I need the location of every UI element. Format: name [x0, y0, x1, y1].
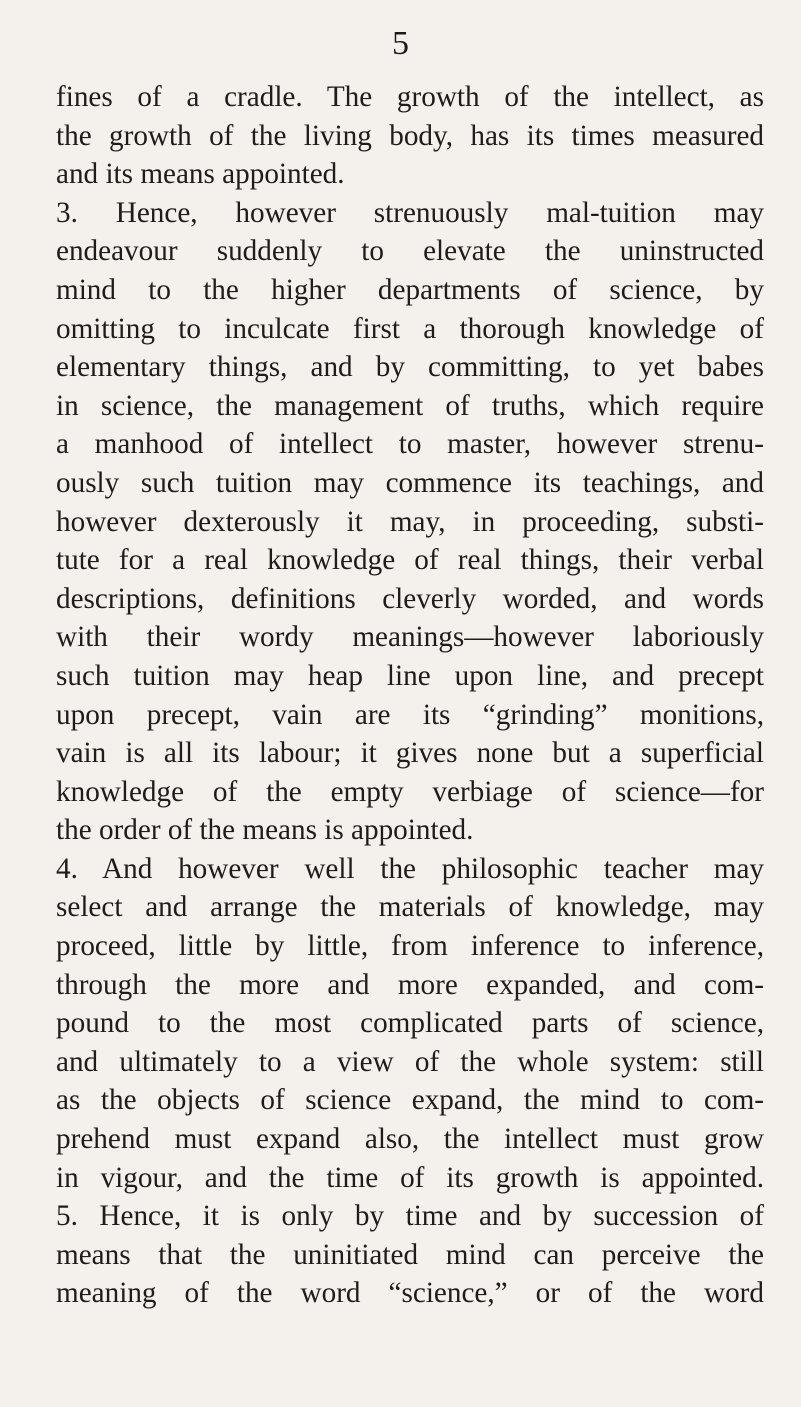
text-line: through the more and more expanded, and com-: [56, 968, 764, 1001]
text-line: with their wordy meanings—however laboriously: [56, 621, 764, 654]
text-line: fines of a cradle. The growth of the intellect, as: [56, 81, 764, 113]
text-line: endeavour suddenly to elevate the uninstructed: [56, 235, 764, 268]
text-line: means that the uninitiated mind can perceive the: [56, 1238, 764, 1271]
text-line: and its means appointed.: [56, 158, 345, 191]
text-line: omitting to inculcate first a thorough knowledge of: [56, 312, 764, 345]
text-line: pound to the most complicated parts of science,: [56, 1007, 764, 1040]
text-line: proceed, little by little, from inference to inference,: [56, 930, 764, 963]
text-line: 3. Hence, however strenuously mal-tuition may: [56, 196, 764, 229]
text-line: prehend must expand also, the intellect must grow: [56, 1123, 764, 1156]
text-line: meaning of the word “science,” or of the word: [56, 1277, 764, 1310]
text-line: select and arrange the materials of knowledge, may: [56, 891, 764, 924]
text-line: the order of the means is appointed.: [56, 814, 474, 847]
text-line: elementary things, and by committing, to yet babes: [56, 351, 764, 384]
text-line: tute for a real knowledge of real things, their verbal: [56, 544, 764, 577]
text-line: in vigour, and the time of its growth is appointed.: [56, 1161, 764, 1194]
text-line: vain is all its labour; it gives none but a superficial: [56, 737, 764, 770]
text-line: however dexterously it may, in proceeding, substi-: [56, 505, 764, 538]
text-line: such tuition may heap line upon line, and precept: [56, 659, 764, 692]
text-line: descriptions, definitions cleverly worded, and words: [56, 582, 764, 615]
text-line: 4. And however well the philosophic teacher may: [56, 852, 764, 885]
text-line: and ultimately to a view of the whole system: still: [56, 1045, 764, 1078]
text-line: as the objects of science expand, the mind to com-: [56, 1084, 764, 1117]
text-line: in science, the management of truths, which require: [56, 389, 764, 422]
text-line: a manhood of intellect to master, however strenu-: [56, 428, 764, 461]
text-line: 5. Hence, it is only by time and by succession of: [56, 1200, 764, 1233]
page-number: 5: [392, 25, 409, 62]
text-line: ously such tuition may commence its teachings, and: [56, 466, 764, 499]
text-line: upon precept, vain are its “grinding” monitions,: [56, 698, 764, 731]
text-line: knowledge of the empty verbiage of science—for: [56, 775, 764, 808]
text-line: mind to the higher departments of science, by: [56, 273, 764, 306]
text-line: the growth of the living body, has its times measured: [56, 119, 764, 152]
page-body-text: [56, 78, 764, 1313]
